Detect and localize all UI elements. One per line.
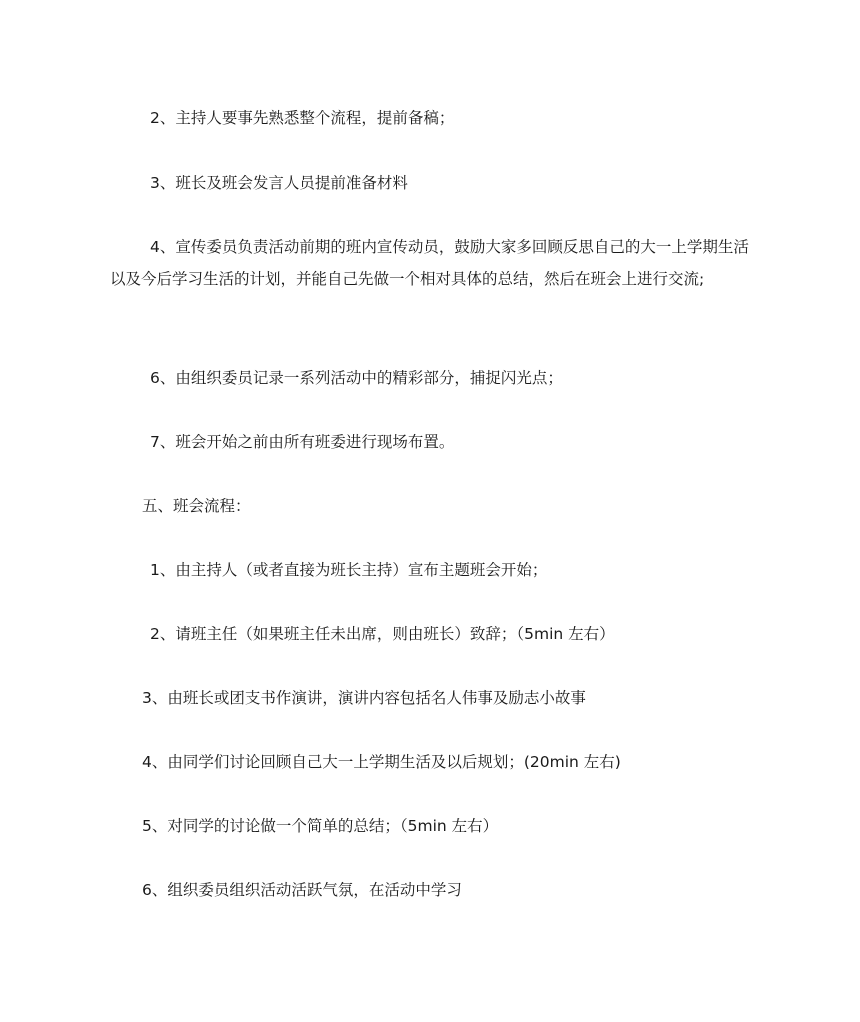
- process-step-4: 4、由同学们讨论回顾自己大一上学期生活及以后规划；(20min 左右): [142, 752, 621, 771]
- process-step-2: 2、请班主任（如果班主任未出席，则由班长）致辞；（5min 左右）: [150, 624, 615, 643]
- paragraph-item-7-venue-setup: 7、班会开始之前由所有班委进行现场布置。: [150, 432, 455, 451]
- paragraph-item-3-monitor-materials: 3、班长及班会发言人员提前准备材料: [150, 173, 408, 192]
- process-step-6: 6、组织委员组织活动活跃气氛，在活动中学习: [142, 880, 462, 899]
- process-step-5: 5、对同学的讨论做一个简单的总结；（5min 左右）: [142, 816, 499, 835]
- paragraph-item-2-host-prepare: 2、主持人要事先熟悉整个流程，提前备稿；: [150, 108, 455, 127]
- paragraph-item-6-record-highlights: 6、由组织委员记录一系列活动中的精彩部分，捕捉闪光点；: [150, 368, 563, 387]
- process-step-1: 1、由主持人（或者直接为班长主持）宣布主题班会开始；: [150, 560, 548, 579]
- section-heading-meeting-process: 五、班会流程：: [142, 496, 251, 515]
- process-step-3: 3、由班长或团支书作演讲，演讲内容包括名人伟事及励志小故事: [142, 688, 586, 707]
- paragraph-item-4-publicity: 4、宣传委员负责活动前期的班内宣传动员，鼓励大家多回顾反思自己的大一上学期生活以及今后学习生活的计划，并能自己先做一个相对具体的总结，然后在班会上进行交流;: [110, 237, 749, 288]
